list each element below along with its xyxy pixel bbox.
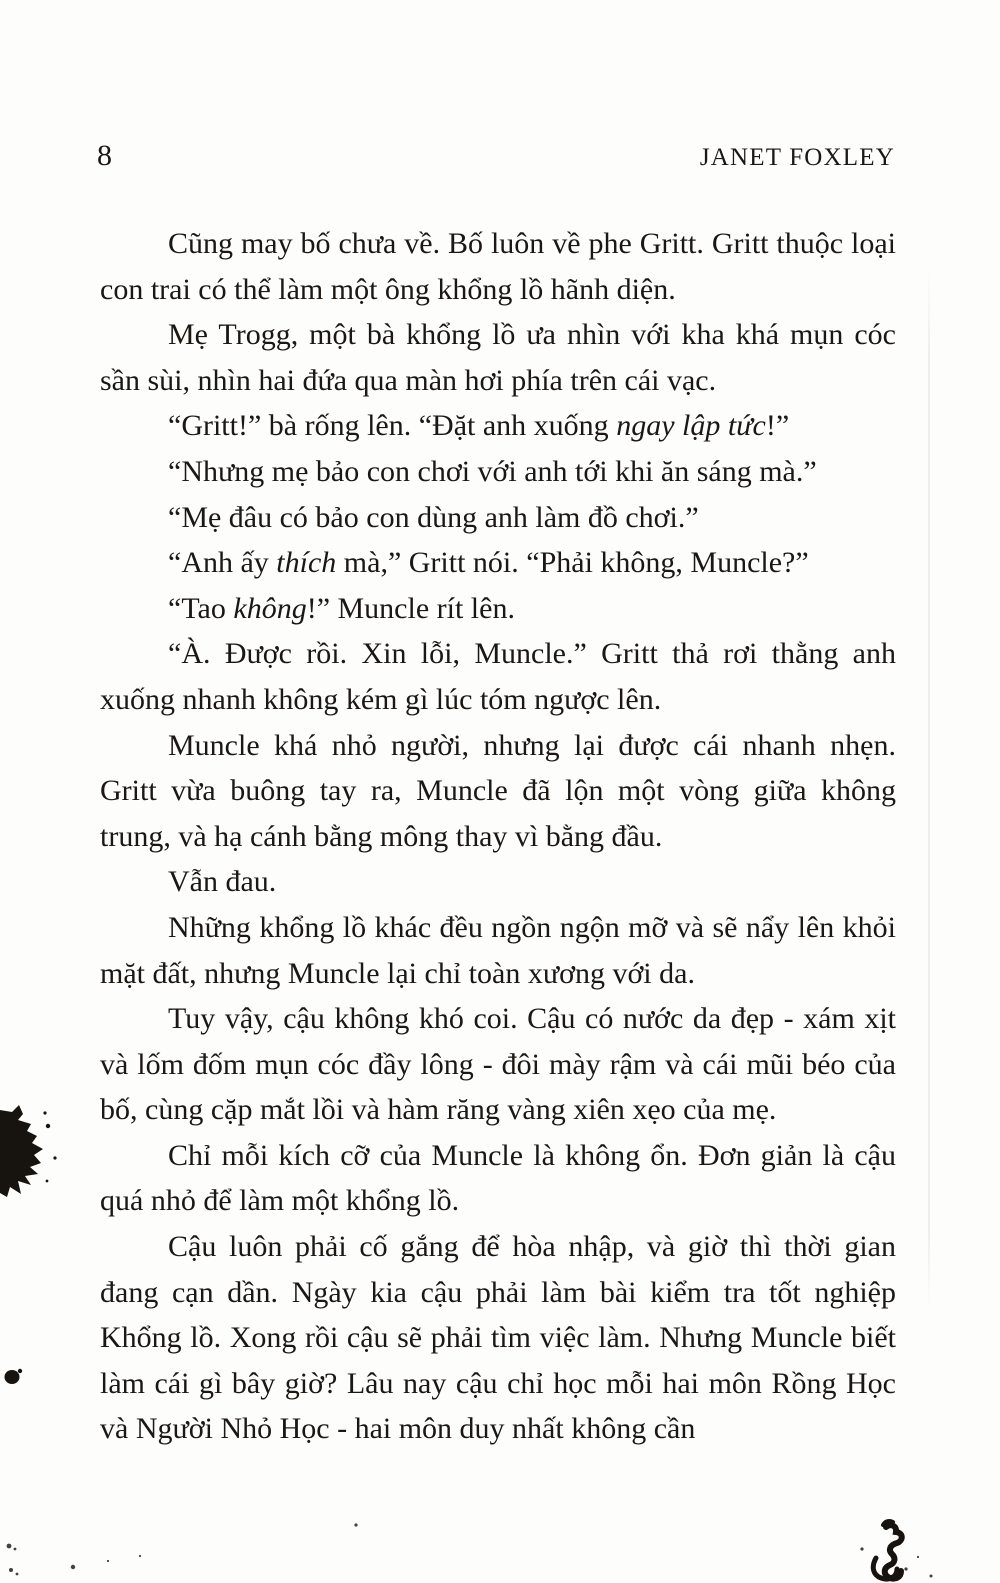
italic-text: thích (276, 546, 337, 580)
paragraph (100, 586, 896, 632)
text-run: Muncle khá nhỏ người, nhưng lại được cái nhanh nhẹn. Gritt vừa buông tay ra, Muncle đã lộn một vòng giữa không trung, và hạ cánh bằng mông thay vì bằng đầu. (100, 728, 896, 853)
paragraph (100, 403, 896, 449)
running-header (97, 138, 895, 176)
text-run: !” (765, 409, 790, 443)
paragraph (100, 495, 896, 541)
paragraph (100, 859, 896, 905)
paragraph (100, 540, 896, 586)
text-run: Vẫn đau. (168, 865, 277, 899)
text-run: “Anh ấy (168, 546, 277, 580)
paragraph (100, 1224, 896, 1452)
italic-text: ngay lập tức (616, 409, 766, 443)
running-header-author: JANET FOXLEY (699, 144, 895, 171)
text-run: “Tao (168, 591, 234, 625)
paragraph (100, 221, 896, 312)
text-run: “Nhưng mẹ bảo con chơi với anh tới khi ăn sáng mà.” (168, 454, 817, 488)
paragraph (100, 631, 896, 722)
ink-squiggle-icon (873, 1521, 901, 1579)
text-run: Tuy vậy, cậu không khó coi. Cậu có nước da đẹp - xám xịt và lốm đốm mụn cóc đầy lông - đôi mày rậm và cái mũi béo của bố, cùng cặp mắt lồi và hàm răng vàng xiên xẹo của mẹ. (100, 1002, 896, 1127)
paragraph (100, 723, 896, 860)
text-run: Những khổng lồ khác đều ngồn ngộn mỡ và sẽ nẩy lên khỏi mặt đất, nhưng Muncle lại chỉ toàn xương với da. (100, 910, 896, 990)
text-run: “Gritt!” bà rống lên. “Đặt anh xuống (168, 409, 617, 443)
text-run: “Mẹ đâu có bảo con dùng anh làm đồ chơi.” (168, 500, 699, 534)
paragraph (100, 1133, 896, 1224)
paragraph (100, 449, 896, 495)
dust-speckles (7, 1523, 933, 1577)
ink-splatter-icon (0, 1105, 57, 1197)
text-run: Mẹ Trogg, một bà khổng lồ ưa nhìn với kha khá mụn cóc sần sùi, nhìn hai đứa qua màn hơi phía trên cái vạc. (100, 318, 896, 397)
text-run: !” Muncle rít lên. (306, 591, 515, 625)
ink-dot-icon (5, 1369, 23, 1384)
page-number: 8 (97, 139, 112, 172)
italic-text: không (233, 591, 307, 625)
paragraph (100, 905, 896, 996)
text-run: Cậu luôn phải cố gắng để hòa nhập, và giờ thì thời gian đang cạn dần. Ngày kia cậu phải làm bài kiểm tra tốt nghiệp Khổng lồ. Xong rồi cậu sẽ phải tìm việc làm. Nhưng Muncle biết làm cái gì bây giờ? Lâu nay cậu chỉ học mỗi hai môn Rồng Học và Người Nhỏ Học - hai môn duy nhất không cần (100, 1230, 896, 1446)
paragraph (100, 996, 896, 1133)
text-run: Chỉ mỗi kích cỡ của Muncle là không ổn. Đơn giản là cậu quá nhỏ để làm một khổng lồ. (100, 1138, 896, 1218)
scan-crease-line (928, 268, 930, 1313)
text-run: Cũng may bố chưa về. Bố luôn về phe Gritt. Gritt thuộc loại con trai có thể làm một ông khổng lồ hãnh diện. (100, 227, 896, 306)
text-run: mà,” Gritt nói. “Phải không, Muncle?” (336, 546, 809, 580)
paragraph (100, 312, 896, 403)
page-body (100, 221, 896, 1452)
text-run: “À. Được rồi. Xin lỗi, Muncle.” Gritt thả rơi thằng anh xuống nhanh không kém gì lúc tóm ngược lên. (100, 637, 896, 716)
